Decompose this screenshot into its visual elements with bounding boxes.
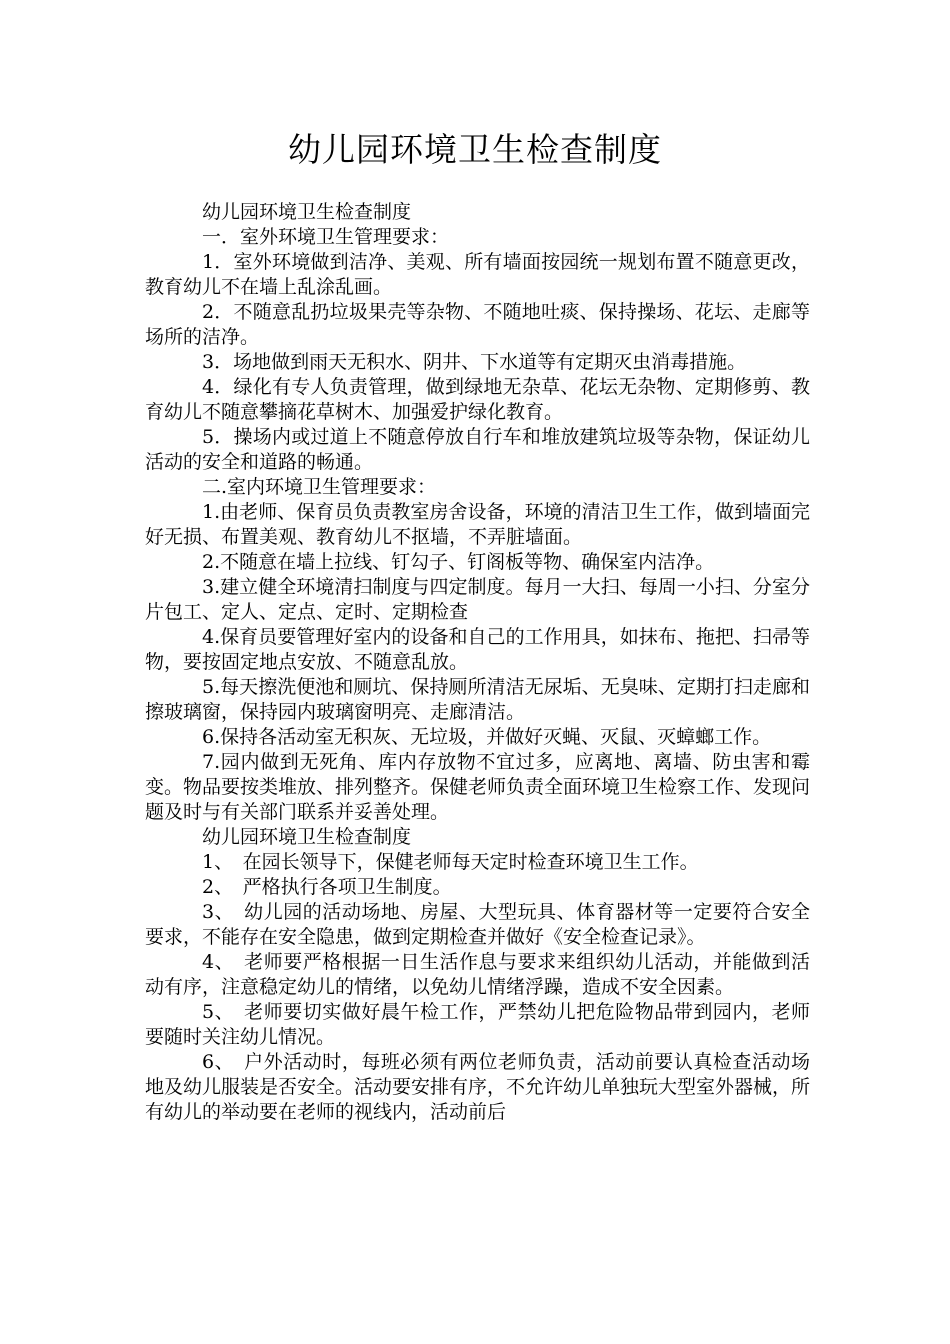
paragraph: 3.建立健全环境清扫制度与四定制度。每月一大扫、每周一小扫、分室分片包工、定人、定点、定时、定期检查 [145, 576, 810, 623]
paragraph: 2、 严格执行各项卫生制度。 [202, 876, 452, 898]
paragraph: 1、 在园长领导下，保健老师每天定时检查环境卫生工作。 [202, 851, 699, 873]
section-heading: 幼儿园环境卫生检查制度 [202, 826, 412, 848]
paragraph: 3．场地做到雨天无积水、阴井、下水道等有定期灭虫消毒措施。 [202, 351, 747, 373]
section-heading: 一．室外环境卫生管理要求： [202, 226, 450, 248]
paragraph: 4．绿化有专人负责管理，做到绿地无杂草、花坛无杂物、定期修剪、教育幼儿不随意攀摘花草树木、加强爱护绿化教育。 [145, 376, 810, 423]
section-heading: 二.室内环境卫生管理要求： [202, 476, 437, 498]
paragraph: 4、 老师要严格根据一日生活作息与要求来组织幼儿活动，并能做到活动有序，注意稳定幼儿的情绪，以免幼儿情绪浮躁，造成不安全因素。 [145, 951, 810, 998]
paragraph: 5.每天擦洗便池和厕坑、保持厕所清洁无尿垢、无臭味、定期打扫走廊和擦玻璃窗，保持园内玻璃窗明亮、走廊清洁。 [145, 676, 810, 723]
paragraph: 5．操场内或过道上不随意停放自行车和堆放建筑垃圾等杂物，保证幼儿活动的安全和道路的畅通。 [145, 426, 810, 473]
paragraph: 7.园内做到无死角、库内存放物不宜过多，应离地、离墙、防虫害和霉变。物品要按类堆放、排列整齐。保健老师负责全面环境卫生检察工作、发现问题及时与有关部门联系并妥善处理。 [145, 751, 811, 823]
paragraph: 2.不随意在墙上拉线、钉勾子、钉阁板等物、确保室内洁净。 [202, 551, 715, 573]
paragraph: 3、 幼儿园的活动场地、房屋、大型玩具、体育器材等一定要符合安全要求，不能存在安全隐患，做到定期检查并做好《安全检查记录》。 [145, 901, 810, 948]
paragraph: 5、 老师要切实做好晨午检工作，严禁幼儿把危险物品带到园内，老师要随时关注幼儿情况。 [145, 1001, 810, 1048]
paragraph: 6、 户外活动时，每班必须有两位老师负责，活动前要认真检查活动场地及幼儿服装是否安全。活动要安排有序，不允许幼儿单独玩大型室外器械，所有幼儿的举动要在老师的视线内，活动前后 [145, 1051, 811, 1123]
paragraph: 2．不随意乱扔垃圾果壳等杂物、不随地吐痰、保持操场、花坛、走廊等场所的洁净。 [145, 301, 810, 348]
paragraph: 4.保育员要管理好室内的设备和自己的工作用具，如抹布、拖把、扫帚等物，要按固定地点安放、不随意乱放。 [145, 626, 810, 673]
paragraph: 1．室外环境做到洁净、美观、所有墙面按园统一规划布置不随意更改，教育幼儿不在墙上乱涂乱画。 [145, 251, 810, 298]
document-body [145, 200, 810, 1125]
paragraph: 幼儿园环境卫生检查制度 [202, 201, 412, 223]
paragraph: 1.由老师、保育员负责教室房舍设备，环境的清洁卫生工作，做到墙面完好无损、布置美观、教育幼儿不抠墙，不弄脏墙面。 [145, 501, 810, 548]
document-title: 幼儿园环境卫生检查制度 [288, 130, 662, 169]
paragraph: 6.保持各活动室无积灰、无垃圾，并做好灭蝇、灭鼠、灭蟑螂工作。 [202, 726, 772, 748]
